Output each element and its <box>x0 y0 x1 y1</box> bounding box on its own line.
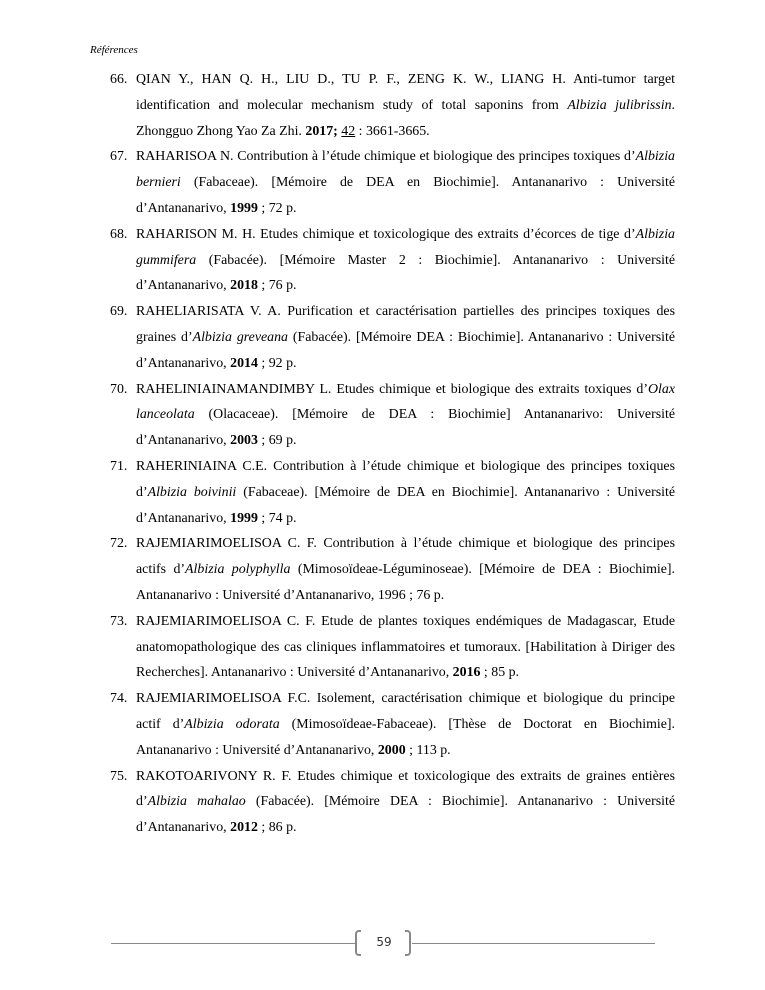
reference-list <box>110 67 675 841</box>
publication-year: 2014 <box>230 355 258 371</box>
reference-text <box>136 227 675 294</box>
reference-text-segment: (Fabaceae). [Mémoire de DEA en Biochimie]. Antananarivo : Université d’Antananarivo, <box>136 175 675 216</box>
reference-number: 71. <box>110 458 128 474</box>
reference-item <box>110 609 675 686</box>
reference-text <box>136 691 675 758</box>
reference-number: 73. <box>110 613 128 629</box>
reference-text <box>136 149 675 216</box>
reference-number: 70. <box>110 381 128 397</box>
page-number-bracket-left <box>355 930 361 956</box>
reference-number: 66. <box>110 72 128 87</box>
species-name: Olax lanceolata <box>136 381 675 423</box>
reference-text-segment: (Mimosoïdeae-Fabaceae). [Thèse de Doctorat en Biochimie]. Antananarivo : Université d’Antananarivo, <box>136 716 675 758</box>
species-name: Albizia polyphylla <box>185 562 291 578</box>
reference-text-segment: RAHERINIAINA C.E. Contribution à l’étude chimique et biologique des principes toxiques d’ <box>136 458 675 500</box>
species-name: Albizia bernieri <box>136 149 675 191</box>
reference-text-segment: RAHELINIAINAMANDIMBY L. Etudes chimique et biologique des extraits toxiques d’ <box>136 381 648 397</box>
publication-year: 1999 <box>230 200 258 216</box>
reference-text-segment: RAJEMIARIMOELISOA C. F. Contribution à l’étude chimique et biologique des principes actifs d’ <box>136 536 675 578</box>
reference-number: 67. <box>110 149 128 165</box>
reference-text-segment: (Mimosoïdeae-Léguminoseae). [Mémoire de DEA : Biochimie]. Antananarivo : Université d’Antananarivo, 1996 ; 76 p. <box>136 562 675 603</box>
reference-number: 68. <box>110 226 128 242</box>
reference-number: 75. <box>110 768 128 784</box>
reference-text-segment: QIAN Y., HAN Q. H., LIU D., TU P. F., ZENG K. W., LIANG H. Anti-tumor target identification and molecular mechanism study of total saponins from <box>136 72 675 113</box>
species-name: Albizia greveana <box>192 329 288 345</box>
reference-number: 72. <box>110 536 128 552</box>
reference-item <box>110 531 675 608</box>
reference-text-segment: (Olacaceae). [Mémoire de DEA : Biochimie] Antananarivo: Université d’Antananarivo, <box>136 407 675 449</box>
reference-text-segment: ; 69 p. <box>257 433 297 449</box>
reference-text <box>136 614 675 681</box>
reference-text-segment: RAHELIARISATA V. A. Purification et caractérisation partielles des principes toxiques des graines d’ <box>136 304 675 345</box>
page-number-bracket-right <box>405 930 411 956</box>
reference-text-segment: (Fabacée). [Mémoire DEA : Biochimie]. Antananarivo : Université d’Antananarivo, <box>136 794 675 836</box>
reference-item <box>110 299 675 376</box>
publication-year: 2000 <box>377 742 406 758</box>
reference-text <box>136 536 675 603</box>
species-name: Albizia mahalao <box>147 794 246 810</box>
reference-text-segment: ; 113 p. <box>405 742 451 758</box>
species-name: Albizia odorata <box>184 716 280 732</box>
reference-text-segment: ; 72 p. <box>257 200 297 216</box>
reference-text-segment: RAHARISON M. H. Etudes chimique et toxicologique des extraits d’écorces de tige d’ <box>136 226 636 242</box>
reference-item <box>110 222 675 299</box>
reference-text-segment: RAHARISOA N. Contribution à l’étude chimique et biologique des principes toxiques d’ <box>136 149 636 165</box>
publication-year: 2003 <box>230 433 258 449</box>
reference-text-segment: (Fabacée). [Mémoire DEA : Biochimie]. Antananarivo : Université d’Antananarivo, <box>136 329 676 371</box>
running-header: Références <box>90 44 138 56</box>
volume-number: 42 <box>341 123 356 139</box>
species-name: Albizia julibrissin <box>567 97 672 113</box>
reference-item <box>110 764 675 841</box>
reference-text <box>136 304 675 371</box>
reference-text-segment: : 3661-3665. <box>355 123 430 139</box>
reference-text <box>136 382 675 449</box>
species-name: Albizia gummifera <box>136 226 675 268</box>
reference-text-segment: ; 76 p. <box>257 278 297 294</box>
reference-text-segment: RAKOTOARIVONY R. F. Etudes chimique et toxicologique des extraits de graines entières d’ <box>136 768 675 810</box>
publication-year: 2012 <box>230 820 258 836</box>
reference-text-segment: ; 86 p. <box>257 820 297 836</box>
reference-text-segment: (Fabacée). [Mémoire Master 2 : Biochimie]. Antananarivo : Université d’Antananarivo, <box>136 252 675 294</box>
footer-rule-right <box>412 943 655 944</box>
reference-text-segment: RAJEMIARIMOELISOA F.C. Isolement, caractérisation chimique et biologique du principe actif d’ <box>136 691 675 732</box>
reference-item <box>110 144 675 221</box>
publication-year: 2016 <box>452 665 481 681</box>
publication-year: 2018 <box>230 278 258 294</box>
reference-text-segment: RAJEMIARIMOELISOA C. F. Etude de plantes toxiques endémiques de Madagascar, Etude anatomopathologique des cas cliniques inflammatoires et tumoraux. [Habilitation à Diriger des Recherches]. Antananarivo : Université d’Antananarivo, <box>136 613 675 681</box>
reference-item <box>110 686 675 763</box>
reference-item <box>110 377 675 454</box>
reference-number: 69. <box>110 304 128 320</box>
reference-number: 74. <box>110 691 128 707</box>
reference-item <box>110 454 675 531</box>
reference-text-segment: . Zhongguo Zhong Yao Za Zhi. <box>136 97 675 139</box>
publication-year: 1999 <box>230 510 258 526</box>
reference-text-segment: ; 85 p. <box>480 665 520 681</box>
reference-text-segment: ; 74 p. <box>257 510 297 526</box>
species-name: Albizia boivinii <box>147 484 237 500</box>
publication-year: 2017; <box>305 123 338 139</box>
reference-text <box>136 769 675 836</box>
footer-rule-left <box>111 943 355 944</box>
reference-item <box>110 67 675 144</box>
reference-text <box>136 72 675 139</box>
reference-text-segment: (Fabaceae). [Mémoire de DEA en Biochimie]. Antananarivo : Université d’Antananarivo, <box>136 484 675 526</box>
reference-text <box>136 459 675 526</box>
page-number: 59 <box>376 935 392 949</box>
reference-text-segment: ; 92 p. <box>257 355 297 371</box>
